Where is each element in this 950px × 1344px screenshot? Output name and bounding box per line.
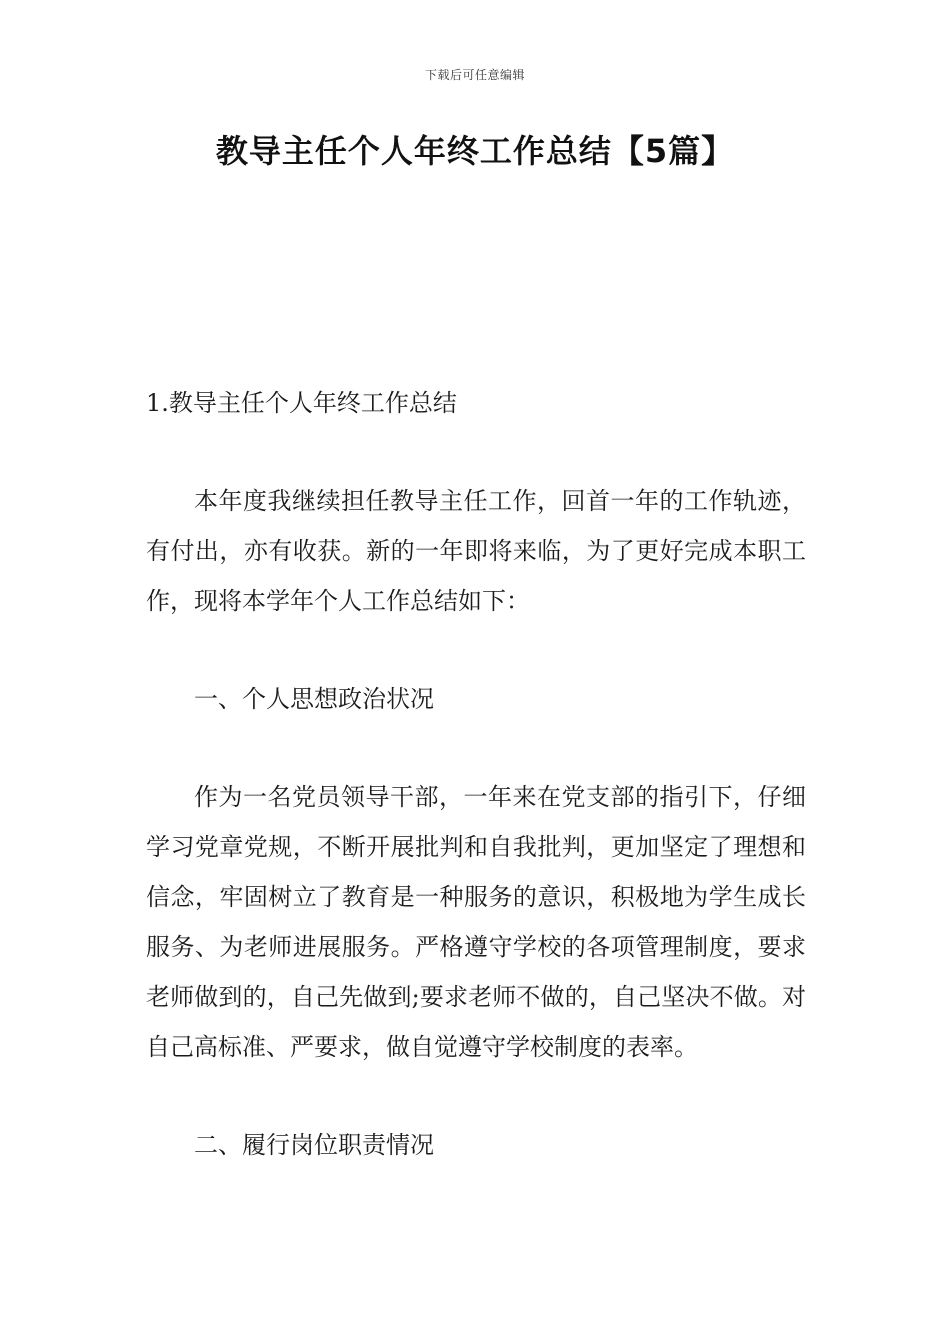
subheading-political-status: 一、个人思想政治状况 [194,685,434,713]
document-title: 教导主任个人年终工作总结【5篇】 [215,132,735,170]
paragraph-intro: 本年度我继续担任教导主任工作，回首一年的工作轨迹，有付出，亦有收获。新的一年即将来临，为了更好完成本职工作，现将本学年个人工作总结如下： [146,487,806,615]
paragraph-political-status: 作为一名党员领导干部，一年来在党支部的指引下，仔细学习党章党规，不断开展批判和自我批判，更加坚定了理想和信念，牢固树立了教育是一种服务的意识，积极地为学生成长服务、为老师进展服务。严格遵守学校的各项管理制度，要求老师做到的，自己先做到;要求老师不做的，自己坚决不做。对自己高标准、严要求，做自觉遵守学校制度的表率。 [146,783,806,1061]
subheading-job-duties: 二、履行岗位职责情况 [194,1131,434,1159]
document-body [146,378,806,1218]
header-note: 下载后可任意编辑 [424,68,525,82]
section-heading: 1.教导主任个人年终工作总结 [146,389,457,417]
